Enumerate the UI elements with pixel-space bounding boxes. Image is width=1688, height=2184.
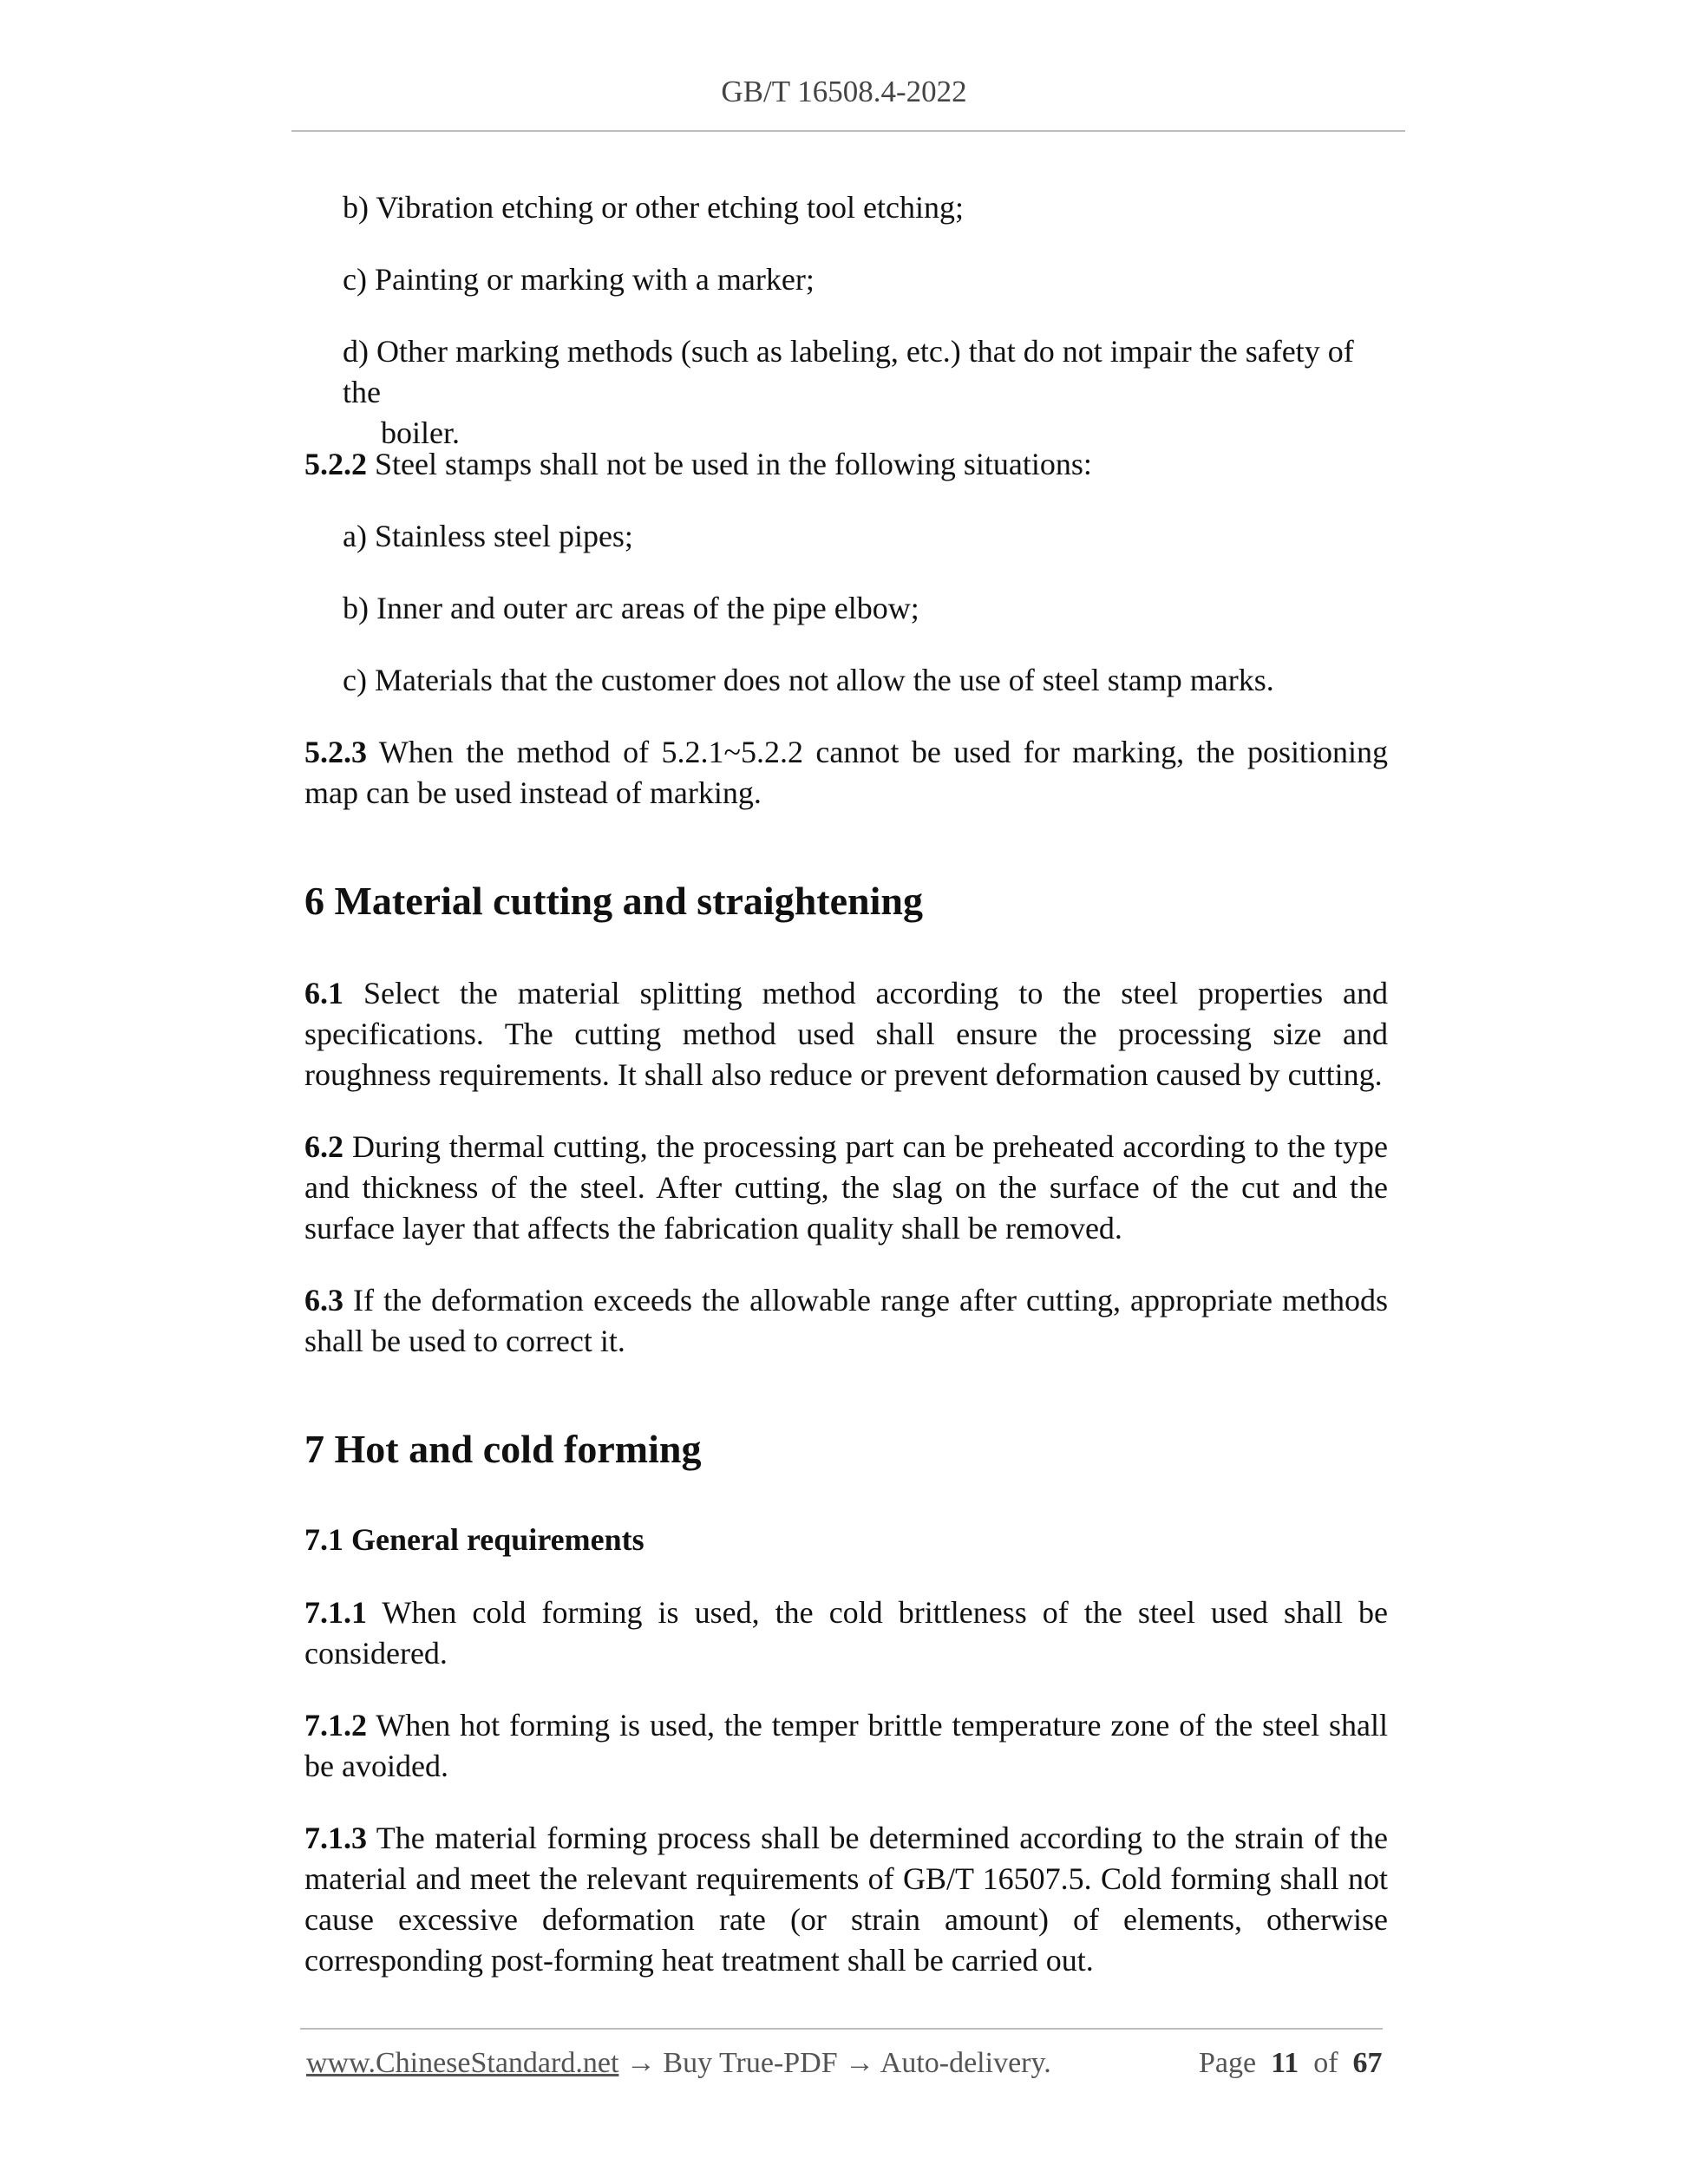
clause-number: 7.1.1 (304, 1595, 367, 1630)
clause-7-1-1: 7.1.1 When cold forming is used, the cold brittleness of the steel used shall be considered. (304, 1595, 1388, 1671)
clause-7-1-3: 7.1.3 The material forming process shall be determined according to the strain of the material and meet the relevant requirements of GB/T 16507.5. Cold forming shall not cause excessive deformation rate (or strain amount) of elements, otherwise corresponding post-forming heat treatment shall be carried out. (304, 1821, 1388, 1978)
list-item-c-materials: c) Materials that the customer does not allow the use of steel stamp marks. (343, 663, 1274, 697)
header-rule (291, 130, 1405, 132)
total-pages: 67 (1352, 2047, 1383, 2079)
footer-rule (300, 2028, 1383, 2030)
clause-7-1-2: 7.1.2 When hot forming is used, the temper brittle temperature zone of the steel shall be avoided. (304, 1708, 1388, 1783)
list-item-a-stainless: a) Stainless steel pipes; (343, 519, 633, 553)
clause-number: 6.1 (304, 976, 343, 1010)
current-page: 11 (1271, 2047, 1299, 2079)
clause-number: 5.2.2 (304, 447, 367, 481)
section-heading-7: 7 Hot and cold forming (304, 1427, 702, 1471)
arrow-right-icon: → (845, 2047, 875, 2079)
list-item-c-painting: c) Painting or marking with a marker; (343, 262, 815, 297)
clause-number: 6.2 (304, 1129, 343, 1164)
arrow-right-icon: → (625, 2047, 656, 2079)
clause-number: 7.1.2 (304, 1708, 367, 1743)
clause-5-2-3: 5.2.3 When the method of 5.2.1~5.2.2 cannot be used for marking, the positioning map can be used instead of marking. (304, 735, 1388, 810)
delivery-text: Auto-delivery. (880, 2047, 1051, 2079)
clause-6-2: 6.2 During thermal cutting, the processing part can be preheated according to the type and thickness of the steel. After cutting, the slag on the surface of the cut and the surface layer that affects the fabrication quality shall be removed. (304, 1129, 1388, 1246)
page-header: GB/T 16508.4-2022 (721, 75, 967, 108)
subsection-heading-7-1: 7.1 General requirements (304, 1522, 644, 1557)
clause-number: 7.1.3 (304, 1821, 367, 1855)
clause-6-3: 6.3 If the deformation exceeds the allowable range after cutting, appropriate methods shall be used to correct it. (304, 1283, 1388, 1358)
page-number: Page 11 of 67 (1199, 2047, 1383, 2079)
list-item-b-elbow: b) Inner and outer arc areas of the pipe elbow; (343, 591, 919, 625)
clause-number: 6.3 (304, 1283, 343, 1318)
clause-6-1: 6.1 Select the material splitting method according to the steel properties and specifications. The cutting method used shall ensure the processing size and roughness requirements. It shall also reduce or prevent deformation caused by cutting. (304, 976, 1388, 1092)
list-item-d-other-methods: d) Other marking methods (such as labeling, etc.) that do not impair the safety of the boiler. (343, 334, 1354, 450)
section-heading-6: 6 Material cutting and straightening (304, 879, 923, 923)
clause-5-2-2: 5.2.2 Steel stamps shall not be used in the following situations: (304, 447, 1092, 481)
buy-text: Buy True-PDF (663, 2047, 838, 2079)
footer-promo (306, 2047, 1051, 2080)
website-link[interactable]: www.ChineseStandard.net (306, 2047, 619, 2079)
clause-number: 5.2.3 (304, 735, 367, 769)
list-item-b-vibration: b) Vibration etching or other etching tool etching; (343, 190, 964, 225)
